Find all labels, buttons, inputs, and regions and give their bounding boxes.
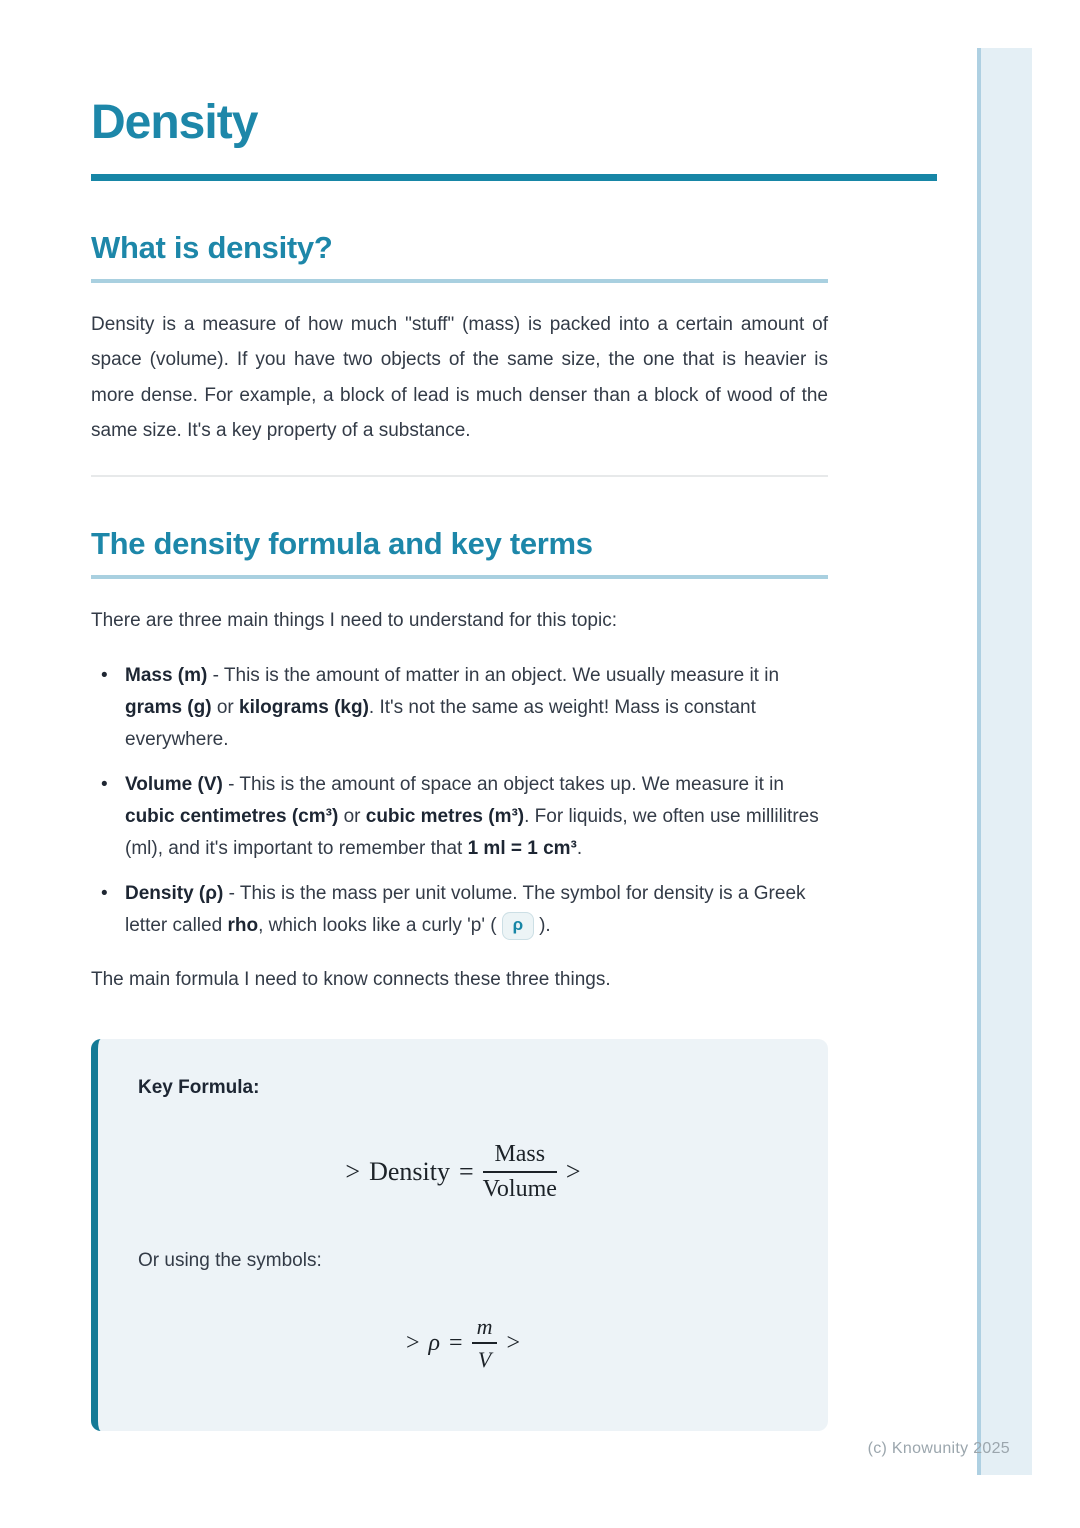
text-segment: 1 ml = 1 cm³ — [467, 837, 577, 859]
formula-connect-paragraph: The main formula I need to know connects these three things. — [91, 968, 611, 990]
text-segment: grams (g) — [125, 696, 212, 718]
fraction-mass-over-volume — [483, 1141, 557, 1204]
text-segment: Density (ρ) — [125, 882, 224, 904]
right-margin-stripe — [977, 48, 1032, 1475]
terms-intro-paragraph: There are three main things I need to understand for this topic: — [91, 609, 617, 631]
fraction-denominator: V — [477, 1347, 492, 1373]
or-symbols-label: Or using the symbols: — [138, 1249, 322, 1271]
key-formula-callout — [91, 1039, 828, 1431]
key-terms-list — [91, 660, 828, 942]
fraction-numerator: m — [472, 1314, 498, 1344]
copyright-notice: (c) Knowunity 2025 — [867, 1440, 1010, 1457]
rho-symbol: ρ — [428, 1329, 441, 1356]
density-symbol-formula — [138, 1314, 788, 1373]
text-segment: cubic centimetres (cm³) — [125, 805, 339, 827]
text-segment: Mass (m) — [125, 664, 208, 686]
key-formula-label: Key Formula: — [138, 1076, 260, 1098]
text-segment: - This is the mass per unit volume. The symbol for density is a Greek letter called — [125, 882, 806, 936]
fraction-denominator: Volume — [482, 1176, 557, 1203]
rho-inline-chip: ρ — [502, 912, 535, 940]
text-segment: kilograms (kg) — [239, 696, 369, 718]
section-heading-what-is-density: What is density? — [91, 230, 828, 283]
gt-symbol: > — [506, 1329, 521, 1356]
list-item-mass — [91, 660, 828, 756]
title-rule — [91, 174, 937, 181]
text-segment: Volume (V) — [125, 773, 223, 795]
text-segment: or — [211, 696, 240, 718]
text-segment: . For liquids, we often use millilitres (ml), and it's important to remember that — [125, 805, 819, 859]
text-segment: , which looks like a curly 'p' ( — [258, 914, 497, 936]
density-definition-paragraph: Density is a measure of how much "stuff" (mass) is packed into a certain amount of space (volume). If you have two objects of the same size, the one that is heavier is more dense. For example, a block of lead is much denser than a block of wood of the same size. It's a key property of a substance. — [91, 313, 828, 442]
list-item-volume — [91, 769, 828, 865]
gt-symbol: > — [405, 1329, 420, 1356]
fraction-m-over-v — [472, 1314, 498, 1373]
text-segment: cubic metres (m³) — [365, 805, 525, 827]
gt-symbol: > — [565, 1157, 581, 1187]
equals-sign: = — [458, 1157, 474, 1187]
page-title: Density — [91, 96, 258, 149]
fraction-numerator: Mass — [483, 1141, 557, 1174]
section-heading-density-formula: The density formula and key terms — [91, 526, 828, 579]
section-what-is-density — [91, 230, 828, 449]
gt-symbol: > — [345, 1157, 361, 1187]
list-item-density — [91, 878, 828, 942]
text-segment: or — [338, 805, 366, 827]
notes-document — [91, 0, 828, 1431]
equals-sign: = — [449, 1329, 463, 1356]
text-segment: . It's not the same as weight! Mass is constant everywhere. — [125, 696, 756, 750]
text-segment: . — [576, 837, 583, 859]
text-segment: - This is the amount of space an object takes up. We measure it in — [222, 773, 784, 795]
text-segment: rho — [227, 914, 259, 936]
formula-term-density: Density — [369, 1157, 450, 1187]
density-word-formula — [138, 1141, 788, 1204]
text-segment: ). — [539, 914, 551, 936]
section-divider — [91, 475, 828, 477]
text-segment: - This is the amount of matter in an object. We usually measure it in — [207, 664, 780, 686]
section-density-formula — [91, 526, 828, 996]
